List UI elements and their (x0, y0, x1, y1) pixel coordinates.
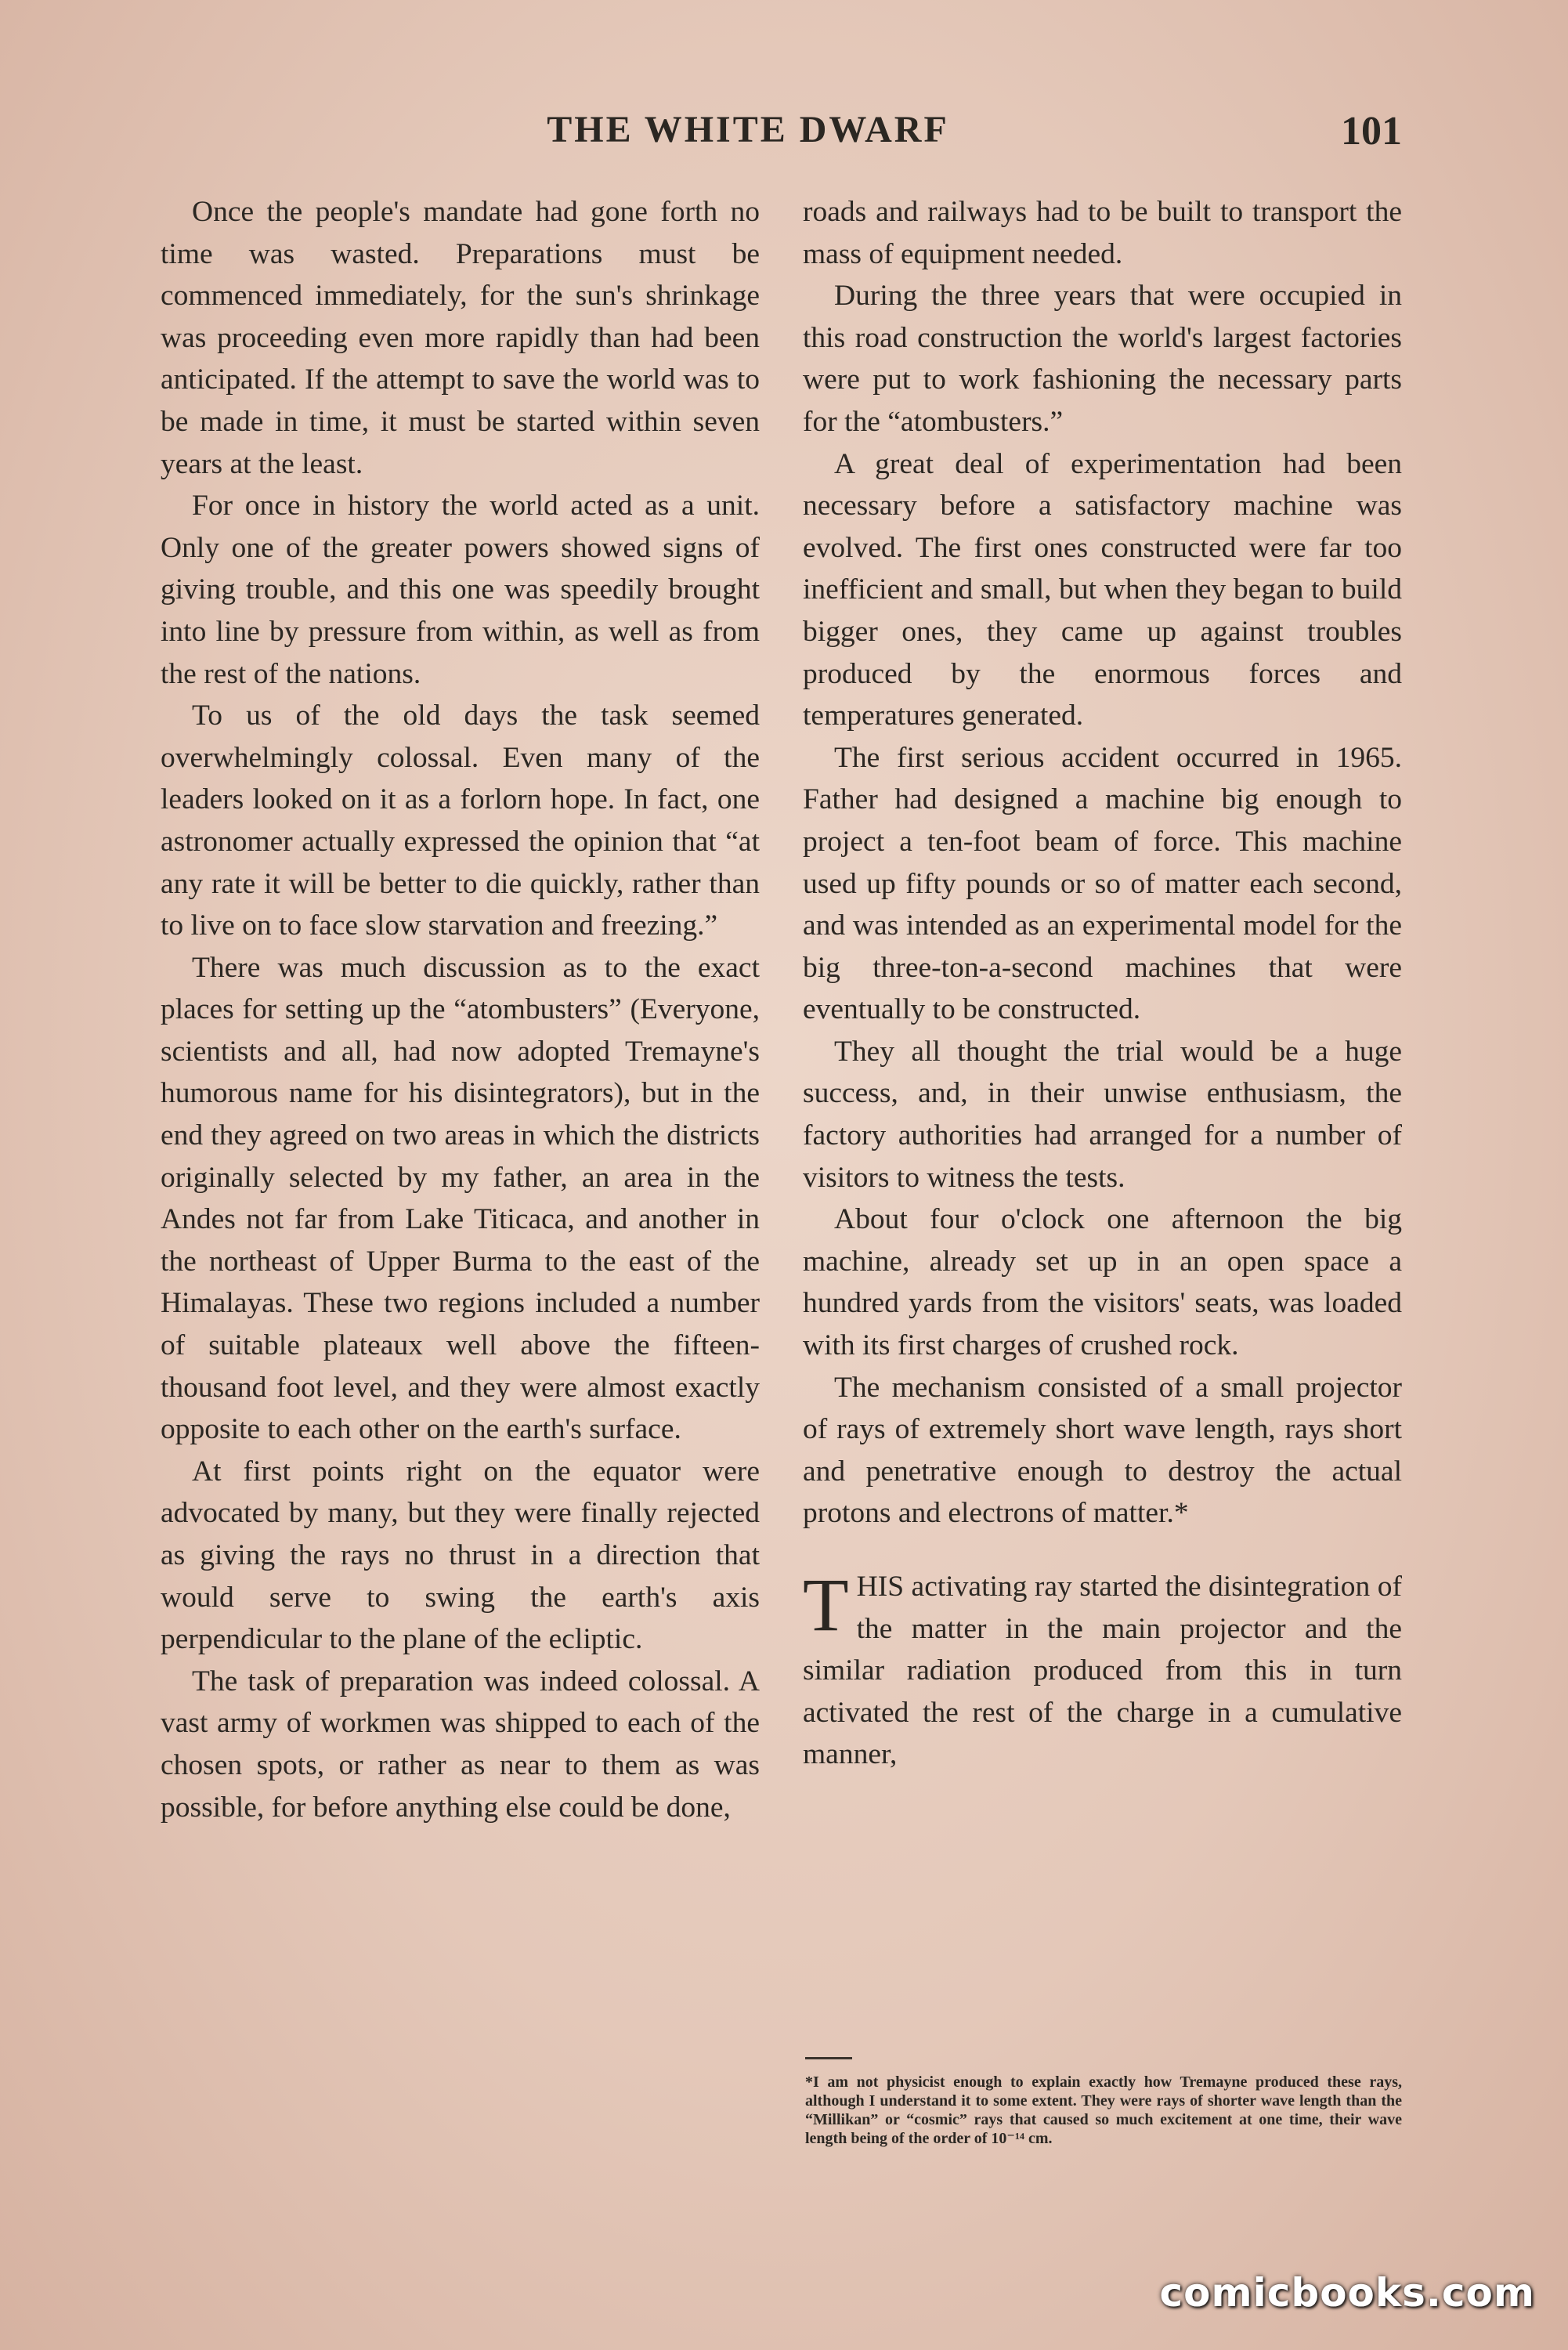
right-text-column (803, 191, 1402, 1776)
page-header-title: THE WHITE DWARF (547, 109, 949, 150)
paragraph: Once the people's mandate had gone forth no time was wasted. Preparations must be commenced immediately, for the sun's shrinkage was proceeding even more rapidly than had been anticipated. If the attempt to save the world was to be made in time, it must be started within seven years at the least. (161, 196, 760, 480)
dropcap-initial: T (803, 1563, 849, 1647)
paragraph: About four o'clock one afternoon the big machine, already set up in an open space a hundred yards from the visitors' seats, was loaded with its first charges of crushed rock. (803, 1203, 1402, 1362)
paragraph: There was much discussion as to the exact places for setting up the “atombusters” (Everyone, scientists and all, had now adopted Tremayne's humorous name for his disintegrators), but in the end they agreed on two areas in which the districts originally selected by my father, an area in the Andes not far from Lake Titicaca, and another in the northeast of Upper Burma to the east of the Himalayas. These two regions included a number of suitable plateaux well above the fifteen-thousand foot level, and they were almost exactly opposite to each other on the earth's surface. (161, 951, 760, 1446)
paragraph: During the three years that were occupied in this road construction the world's largest factories were put to work fashioning the necessary parts for the “atombusters.” (803, 280, 1402, 438)
paragraph: For once in history the world acted as a unit. Only one of the greater powers showed signs of giving trouble, and this one was speedily brought into line by pressure from within, as well as from the rest of the nations. (161, 490, 760, 690)
footnote-rule (805, 2057, 852, 2059)
footnote: *I am not physicist enough to explain exactly how Tremayne produced these rays, although I understand it to some extent. They were rays of shorter wave length than the “Millikan” or “cosmic” rays that caused so much excitement at one time, their wave length being of the order of 10⁻¹⁴ cm. (805, 2073, 1402, 2147)
paragraph: The mechanism consisted of a small projector of rays of extremely short wave length, rays short and penetrative enough to destroy the actual protons and electrons of matter.* (803, 1371, 1402, 1530)
dropcap-paragraph-text: HIS activating ray started the disintegration of the matter in the main projector and the similar radiation produced from this in turn activated the rest of the charge in a cumulative manner, (803, 1571, 1402, 1771)
paragraph-continued: roads and railways had to be built to transport the mass of equipment needed. (803, 196, 1402, 270)
paragraph: The task of preparation was indeed colossal. A vast army of workmen was shipped to each of the chosen spots, or rather as near to them as was possible, for before anything else could be done, (161, 1665, 760, 1824)
paragraph: A great deal of experimentation had been necessary before a satisfactory machine was evolved. The first ones constructed were far too inefficient and small, but when they began to build bigger ones, they came up against troubles produced by the enormous forces and temperatures generated. (803, 447, 1402, 732)
paragraph: They all thought the trial would be a huge success, and, in their unwise enthusiasm, the factory authorities had arranged for a number of visitors to witness the tests. (803, 1035, 1402, 1194)
paragraph: At first points right on the equator were advocated by many, but they were finally rejected as giving the rays no thrust in a direction that would serve to swing the earth's axis perpendicular to the plane of the ecliptic. (161, 1455, 760, 1656)
paragraph: To us of the old days the task seemed overwhelmingly colossal. Even many of the leaders looked on it as a forlorn hope. In fact, one astronomer actually expressed the opinion that “at any rate it will be better to die quickly, rather than to live on to face slow starvation and freezing.” (161, 700, 760, 942)
left-text-column (161, 191, 760, 1828)
paragraph: The first serious accident occurred in 1965. Father had designed a machine big enough to project a ten-foot beam of force. This machine used up fifty pounds or so of matter each second, and was intended as an experimental model for the big three-ton-a-second machines that were eventually to be constructed. (803, 741, 1402, 1026)
watermark: comicbooks.com (1159, 2270, 1535, 2316)
page-number: 101 (1341, 109, 1402, 154)
dropcap-paragraph (803, 1563, 1402, 1776)
